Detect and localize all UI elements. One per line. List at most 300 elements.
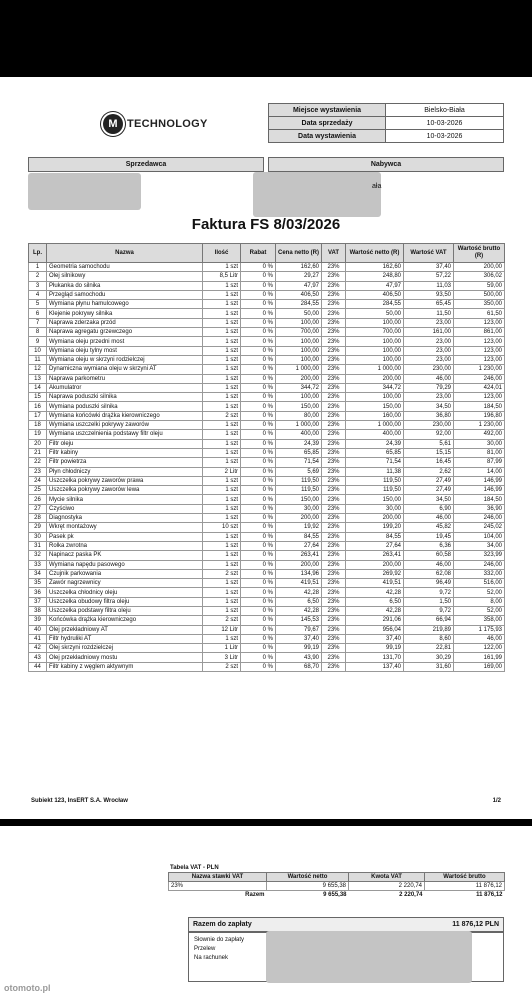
item-net-value: 100,00 — [346, 355, 404, 364]
item-gross-value: 52,00 — [454, 588, 505, 597]
item-vat-rate: 23% — [322, 662, 346, 671]
item-net-value: 248,80 — [346, 272, 404, 281]
item-net-value: 42,28 — [346, 606, 404, 615]
item-qty: 1 szt — [203, 579, 241, 588]
item-net-price: 71,54 — [276, 458, 322, 467]
vat-net: 9 655,38 — [267, 882, 349, 891]
item-vat-value: 45,82 — [404, 523, 454, 532]
company-logo-text: TECHNOLOGY — [127, 118, 208, 130]
item-net-value: 200,00 — [346, 560, 404, 569]
item-vat-rate: 23% — [322, 374, 346, 383]
item-vat-rate: 23% — [322, 281, 346, 290]
item-lp: 43 — [29, 653, 47, 662]
item-qty: 1 szt — [203, 355, 241, 364]
item-qty: 1 szt — [203, 597, 241, 606]
table-row — [29, 430, 505, 439]
item-gross-value: 87,99 — [454, 458, 505, 467]
item-qty: 3 Litr — [203, 653, 241, 662]
item-qty: 10 szt — [203, 523, 241, 532]
item-gross-value: 123,00 — [454, 355, 505, 364]
item-vat-rate: 23% — [322, 634, 346, 643]
table-row — [29, 439, 505, 448]
table-row — [29, 523, 505, 532]
items-header-row — [29, 244, 505, 263]
item-vat-value: 9,72 — [404, 606, 454, 615]
page-number: 1/2 — [492, 798, 501, 804]
item-lp: 5 — [29, 300, 47, 309]
table-row — [29, 653, 505, 662]
item-vat-rate: 23% — [322, 411, 346, 420]
item-name: Napinacz paska PK — [47, 551, 203, 560]
item-vat-rate: 23% — [322, 467, 346, 476]
item-net-value: 200,00 — [346, 514, 404, 523]
item-net-value: 137,40 — [346, 662, 404, 671]
item-vat-value: 11,50 — [404, 309, 454, 318]
item-discount: 0 % — [241, 421, 276, 430]
item-gross-value: 161,99 — [454, 653, 505, 662]
item-net-price: 24,39 — [276, 439, 322, 448]
item-qty: 1 Litr — [203, 644, 241, 653]
item-discount: 0 % — [241, 625, 276, 634]
item-gross-value: 8,00 — [454, 597, 505, 606]
item-net-price: 1 000,00 — [276, 365, 322, 374]
item-vat-value: 23,00 — [404, 355, 454, 364]
item-qty: 2 szt — [203, 616, 241, 625]
item-vat-rate: 23% — [322, 300, 346, 309]
item-qty: 1 szt — [203, 337, 241, 346]
item-vat-rate: 23% — [322, 606, 346, 615]
item-vat-value: 161,00 — [404, 328, 454, 337]
item-vat-rate: 23% — [322, 551, 346, 560]
item-net-price: 150,00 — [276, 402, 322, 411]
item-discount: 0 % — [241, 374, 276, 383]
item-vat-value: 62,08 — [404, 569, 454, 578]
item-vat-rate: 23% — [322, 625, 346, 634]
item-lp: 23 — [29, 467, 47, 476]
item-name: Olej silnikowy — [47, 272, 203, 281]
item-net-price: 100,00 — [276, 346, 322, 355]
table-row — [29, 328, 505, 337]
item-qty: 1 szt — [203, 290, 241, 299]
item-name: Wymiana uszczelki pokrywy zaworów — [47, 421, 203, 430]
item-qty: 1 szt — [203, 318, 241, 327]
item-vat-value: 5,61 — [404, 439, 454, 448]
item-vat-rate: 23% — [322, 597, 346, 606]
item-vat-value: 27,49 — [404, 476, 454, 485]
watermark: otomoto.pl — [4, 983, 51, 993]
item-vat-value: 34,50 — [404, 402, 454, 411]
item-name: Uszczelka pokrywy zaworów prawa — [47, 476, 203, 485]
vat-header: Wartość brutto — [425, 873, 505, 882]
item-net-value: 42,28 — [346, 588, 404, 597]
item-net-price: 162,60 — [276, 263, 322, 272]
column-header: VAT — [322, 244, 346, 263]
vat-sum-label: Razem — [245, 892, 265, 899]
item-vat-rate: 23% — [322, 569, 346, 578]
item-qty: 1 szt — [203, 346, 241, 355]
item-qty: 2 szt — [203, 411, 241, 420]
item-net-value: 6,50 — [346, 597, 404, 606]
meta-label: Miejsce wystawienia — [269, 104, 386, 117]
item-discount: 0 % — [241, 616, 276, 625]
meta-value: 10-03-2026 — [386, 117, 504, 130]
vat-sum-gross: 11 876,12 — [476, 892, 503, 899]
table-row — [29, 467, 505, 476]
item-discount: 0 % — [241, 653, 276, 662]
item-net-value: 47,97 — [346, 281, 404, 290]
item-lp: 30 — [29, 532, 47, 541]
item-lp: 42 — [29, 644, 47, 653]
table-row — [29, 616, 505, 625]
item-net-value: 291,06 — [346, 616, 404, 625]
meta-value: 10-03-2026 — [386, 130, 504, 143]
item-net-price: 134,96 — [276, 569, 322, 578]
item-vat-rate: 23% — [322, 421, 346, 430]
item-discount: 0 % — [241, 597, 276, 606]
amount-due-value: 11 876,12 PLN — [452, 921, 499, 928]
item-net-price: 284,55 — [276, 300, 322, 309]
item-net-price: 50,00 — [276, 309, 322, 318]
item-net-price: 1 000,00 — [276, 421, 322, 430]
item-lp: 25 — [29, 486, 47, 495]
table-row — [29, 448, 505, 457]
item-vat-value: 23,00 — [404, 346, 454, 355]
item-lp: 21 — [29, 448, 47, 457]
item-net-price: 200,00 — [276, 514, 322, 523]
item-vat-rate: 23% — [322, 588, 346, 597]
item-qty: 2 Litr — [203, 467, 241, 476]
vat-header: Nazwa stawki VAT — [169, 873, 267, 882]
item-vat-value: 9,72 — [404, 588, 454, 597]
item-lp: 35 — [29, 579, 47, 588]
item-name: Uszczelka chłodnicy oleju — [47, 588, 203, 597]
item-net-price: 119,50 — [276, 476, 322, 485]
item-vat-rate: 23% — [322, 430, 346, 439]
item-qty: 2 szt — [203, 569, 241, 578]
item-lp: 9 — [29, 337, 47, 346]
column-header: Wartość brutto (R) — [454, 244, 505, 263]
item-vat-value: 2,62 — [404, 467, 454, 476]
table-row — [29, 374, 505, 383]
buyer-header: Nabywca — [268, 157, 504, 172]
invoice-page-2 — [0, 826, 532, 998]
item-vat-value: 96,49 — [404, 579, 454, 588]
item-gross-value: 246,00 — [454, 560, 505, 569]
item-net-value: 419,51 — [346, 579, 404, 588]
column-header: Wartość VAT — [404, 244, 454, 263]
item-gross-value: 332,00 — [454, 569, 505, 578]
item-qty: 1 szt — [203, 421, 241, 430]
item-net-price: 80,00 — [276, 411, 322, 420]
item-gross-value: 492,00 — [454, 430, 505, 439]
item-discount: 0 % — [241, 541, 276, 550]
m-circle-logo-icon: M — [103, 114, 123, 134]
table-row — [29, 532, 505, 541]
table-row — [29, 281, 505, 290]
item-gross-value: 169,00 — [454, 662, 505, 671]
item-net-price: 406,50 — [276, 290, 322, 299]
item-name: Wymiana oleju w skrzyni rodzielczej — [47, 355, 203, 364]
item-name: Olej skrzyni rozdzielczej — [47, 644, 203, 653]
item-name: Pasek pk — [47, 532, 203, 541]
item-name: Filtr powietrza — [47, 458, 203, 467]
item-net-price: 150,00 — [276, 495, 322, 504]
table-row — [29, 402, 505, 411]
item-name: Filtr kabiny — [47, 448, 203, 457]
item-lp: 32 — [29, 551, 47, 560]
meta-label: Data sprzedaży — [269, 117, 386, 130]
item-net-value: 119,50 — [346, 486, 404, 495]
item-net-price: 84,55 — [276, 532, 322, 541]
item-discount: 0 % — [241, 411, 276, 420]
item-discount: 0 % — [241, 458, 276, 467]
item-net-price: 42,28 — [276, 606, 322, 615]
item-discount: 0 % — [241, 318, 276, 327]
item-vat-rate: 23% — [322, 263, 346, 272]
item-vat-value: 15,15 — [404, 448, 454, 457]
item-name: Rolka zwrotna — [47, 541, 203, 550]
item-discount: 0 % — [241, 662, 276, 671]
item-gross-value: 34,00 — [454, 541, 505, 550]
meta-value: Bielsko-Biała — [386, 104, 504, 117]
item-gross-value: 46,00 — [454, 634, 505, 643]
item-gross-value: 123,00 — [454, 318, 505, 327]
item-gross-value: 245,02 — [454, 523, 505, 532]
item-lp: 4 — [29, 290, 47, 299]
item-net-value: 99,19 — [346, 644, 404, 653]
item-vat-value: 66,94 — [404, 616, 454, 625]
item-net-price: 29,27 — [276, 272, 322, 281]
item-qty: 1 szt — [203, 402, 241, 411]
item-gross-value: 200,00 — [454, 263, 505, 272]
item-net-price: 37,40 — [276, 634, 322, 643]
amount-due-box — [188, 917, 504, 932]
item-qty: 2 szt — [203, 662, 241, 671]
item-net-price: 43,90 — [276, 653, 322, 662]
item-net-price: 700,00 — [276, 328, 322, 337]
amount-in-words-label: Słownie do zapłaty — [194, 937, 245, 943]
item-gross-value: 123,00 — [454, 337, 505, 346]
table-row — [29, 625, 505, 634]
item-vat-rate: 23% — [322, 383, 346, 392]
table-row — [29, 514, 505, 523]
item-lp: 24 — [29, 476, 47, 485]
item-net-value: 100,00 — [346, 337, 404, 346]
table-row — [29, 365, 505, 374]
item-qty: 1 szt — [203, 328, 241, 337]
item-net-value: 30,00 — [346, 504, 404, 513]
item-gross-value: 358,00 — [454, 616, 505, 625]
item-discount: 0 % — [241, 309, 276, 318]
seller-header: Sprzedawca — [28, 157, 264, 172]
buyer-redacted — [253, 172, 381, 217]
item-qty: 1 szt — [203, 634, 241, 643]
item-qty: 8,5 Litr — [203, 272, 241, 281]
vat-table-title: Tabela VAT - PLN — [170, 865, 219, 871]
item-name: Przegląd samochodu — [47, 290, 203, 299]
item-discount: 0 % — [241, 634, 276, 643]
item-vat-rate: 23% — [322, 644, 346, 653]
item-vat-rate: 23% — [322, 290, 346, 299]
item-name: Filtr oleju — [47, 439, 203, 448]
item-gross-value: 246,00 — [454, 514, 505, 523]
item-gross-value: 246,00 — [454, 374, 505, 383]
item-lp: 22 — [29, 458, 47, 467]
item-lp: 33 — [29, 560, 47, 569]
item-name: Czujnik parkowania — [47, 569, 203, 578]
item-vat-rate: 23% — [322, 272, 346, 281]
item-vat-value: 34,50 — [404, 495, 454, 504]
table-row — [29, 346, 505, 355]
item-vat-rate: 23% — [322, 402, 346, 411]
item-lp: 29 — [29, 523, 47, 532]
item-net-price: 27,64 — [276, 541, 322, 550]
item-vat-rate: 23% — [322, 616, 346, 625]
item-discount: 0 % — [241, 532, 276, 541]
item-vat-value: 23,00 — [404, 318, 454, 327]
item-discount: 0 % — [241, 569, 276, 578]
column-header: Cena netto (R) — [276, 244, 322, 263]
item-discount: 0 % — [241, 514, 276, 523]
item-net-value: 119,50 — [346, 476, 404, 485]
item-vat-value: 37,40 — [404, 263, 454, 272]
amount-due-label: Razem do zapłaty — [193, 921, 252, 928]
item-net-value: 1 000,00 — [346, 421, 404, 430]
item-gross-value: 323,99 — [454, 551, 505, 560]
item-qty: 1 szt — [203, 476, 241, 485]
item-discount: 0 % — [241, 486, 276, 495]
item-discount: 0 % — [241, 504, 276, 513]
table-row — [29, 486, 505, 495]
column-header: Nazwa — [47, 244, 203, 263]
item-vat-value: 65,45 — [404, 300, 454, 309]
item-gross-value: 306,02 — [454, 272, 505, 281]
item-net-price: 419,51 — [276, 579, 322, 588]
item-discount: 0 % — [241, 365, 276, 374]
item-qty: 1 szt — [203, 383, 241, 392]
item-net-price: 263,41 — [276, 551, 322, 560]
item-qty: 1 szt — [203, 541, 241, 550]
item-vat-rate: 23% — [322, 365, 346, 374]
item-vat-rate: 23% — [322, 328, 346, 337]
item-vat-value: 219,89 — [404, 625, 454, 634]
item-vat-value: 230,00 — [404, 421, 454, 430]
item-vat-value: 46,00 — [404, 374, 454, 383]
table-row — [29, 476, 505, 485]
item-lp: 37 — [29, 597, 47, 606]
item-name: Wymiana uszczelnienia podstawy filtr oleju — [47, 430, 203, 439]
table-row — [29, 606, 505, 615]
item-name: Naprawa parkometru — [47, 374, 203, 383]
item-net-value: 11,38 — [346, 467, 404, 476]
table-row — [29, 634, 505, 643]
item-vat-value: 30,29 — [404, 653, 454, 662]
item-vat-value: 230,00 — [404, 365, 454, 374]
table-row — [29, 569, 505, 578]
item-name: Uszczelka podstawy filtra oleju — [47, 606, 203, 615]
item-gross-value: 350,00 — [454, 300, 505, 309]
table-row — [29, 337, 505, 346]
table-row — [29, 644, 505, 653]
item-vat-value: 16,45 — [404, 458, 454, 467]
item-discount: 0 % — [241, 272, 276, 281]
item-lp: 7 — [29, 318, 47, 327]
item-net-value: 100,00 — [346, 318, 404, 327]
item-vat-value: 11,03 — [404, 281, 454, 290]
table-row — [29, 458, 505, 467]
item-net-price: 68,70 — [276, 662, 322, 671]
item-discount: 0 % — [241, 402, 276, 411]
table-row — [29, 495, 505, 504]
meta-label: Data wystawienia — [269, 130, 386, 143]
item-gross-value: 500,00 — [454, 290, 505, 299]
item-discount: 0 % — [241, 439, 276, 448]
item-discount: 0 % — [241, 300, 276, 309]
item-net-value: 150,00 — [346, 402, 404, 411]
item-gross-value: 424,01 — [454, 383, 505, 392]
item-net-value: 263,41 — [346, 551, 404, 560]
item-gross-value: 14,00 — [454, 467, 505, 476]
item-name: Diagnostyka — [47, 514, 203, 523]
item-lp: 19 — [29, 430, 47, 439]
item-net-price: 42,28 — [276, 588, 322, 597]
item-net-price: 79,67 — [276, 625, 322, 634]
item-qty: 1 szt — [203, 560, 241, 569]
item-net-value: 160,00 — [346, 411, 404, 420]
item-vat-rate: 23% — [322, 355, 346, 364]
item-vat-rate: 23% — [322, 476, 346, 485]
item-net-value: 50,00 — [346, 309, 404, 318]
item-vat-rate: 23% — [322, 653, 346, 662]
item-vat-rate: 23% — [322, 532, 346, 541]
item-net-price: 47,97 — [276, 281, 322, 290]
vat-header: Wartość netto — [267, 873, 349, 882]
item-discount: 0 % — [241, 383, 276, 392]
bank-account-label: Na rachunek — [194, 955, 229, 961]
item-qty: 1 szt — [203, 448, 241, 457]
item-net-value: 24,39 — [346, 439, 404, 448]
table-row — [29, 662, 505, 671]
item-name: Płukanka do silnika — [47, 281, 203, 290]
table-row — [29, 393, 505, 402]
item-vat-value: 36,80 — [404, 411, 454, 420]
item-net-price: 30,00 — [276, 504, 322, 513]
table-row — [29, 597, 505, 606]
item-lp: 39 — [29, 616, 47, 625]
item-vat-value: 31,60 — [404, 662, 454, 671]
item-name: Olej przekładniowy mostu — [47, 653, 203, 662]
item-lp: 1 — [29, 263, 47, 272]
column-header: Rabat — [241, 244, 276, 263]
item-qty: 1 szt — [203, 514, 241, 523]
item-discount: 0 % — [241, 393, 276, 402]
footer-software: Subiekt 123, InsERT S.A. Wrocław — [31, 798, 128, 804]
item-qty: 1 szt — [203, 430, 241, 439]
item-discount: 0 % — [241, 606, 276, 615]
item-lp: 12 — [29, 365, 47, 374]
item-lp: 26 — [29, 495, 47, 504]
table-row — [29, 290, 505, 299]
item-gross-value: 104,00 — [454, 532, 505, 541]
item-lp: 14 — [29, 383, 47, 392]
item-gross-value: 516,00 — [454, 579, 505, 588]
item-name: Końcówka drążka kierowniczego — [47, 616, 203, 625]
item-net-price: 99,19 — [276, 644, 322, 653]
item-vat-rate: 23% — [322, 523, 346, 532]
item-net-value: 71,54 — [346, 458, 404, 467]
invoice-meta-table — [268, 103, 504, 143]
item-gross-value: 36,90 — [454, 504, 505, 513]
